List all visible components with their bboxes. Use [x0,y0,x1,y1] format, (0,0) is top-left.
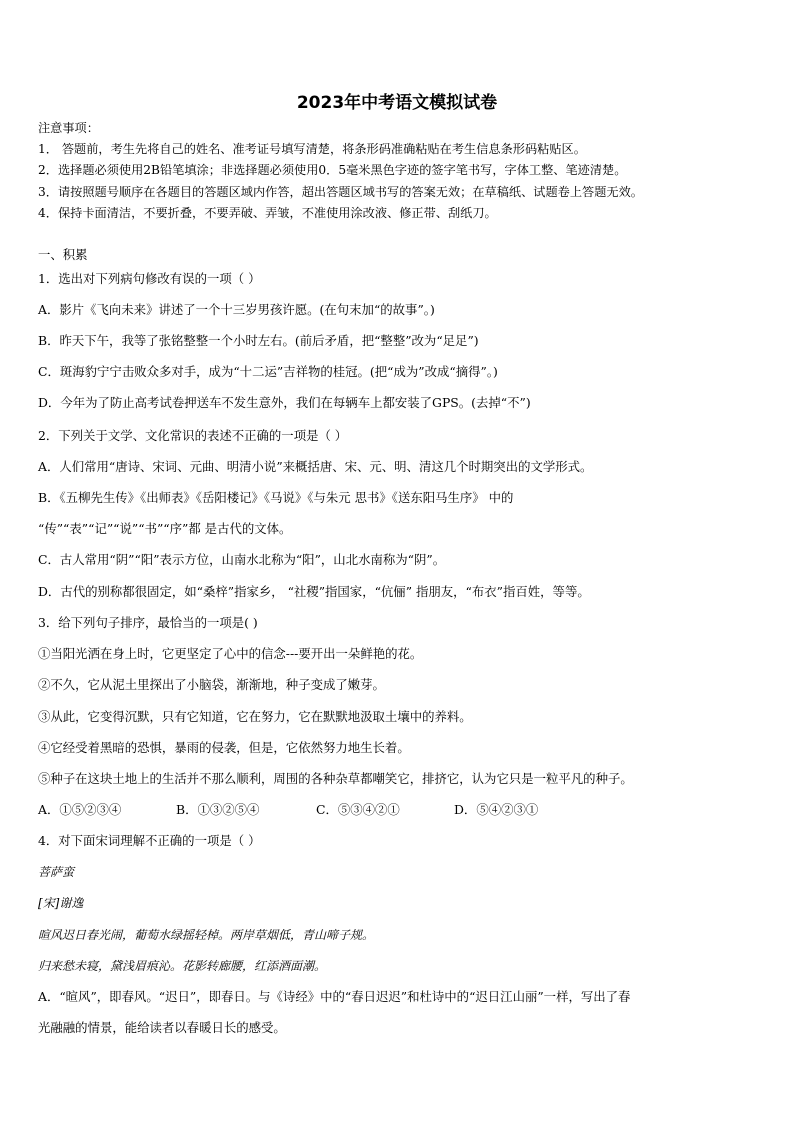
poem-author: [宋]谢逸 [38,896,84,910]
section-heading: 一、积累 [38,247,88,262]
question-3-choices [38,802,538,818]
question-3-sentence-1: ①当阳光洒在身上时，它更坚定了心中的信念---要开出一朵鲜艳的花。 [38,646,423,661]
question-2-option-b: B．《五柳先生传》《出师表》《岳阳楼记》《马说》《与朱元 思书》《送东阳马生序》 中的 [38,490,514,505]
question-4-option-a-cont: 光融融的情景，能给读者以春暖日长的感受。 [38,1020,286,1035]
question-2-stem: 2．下列关于文学、文化常识的表述不正确的一项是（ ） [38,428,348,443]
question-1-option-d: D．今年为了防止高考试卷押送车不发生意外，我们在每辆车上都安装了GPS。(去掉“不”) [38,395,531,410]
question-1-option-c: C．斑海豹宁宁击败众多对手，成为“十二运”吉祥物的桂冠。(把“成为”改成“摘得”。) [38,364,498,379]
question-2-option-b-cont: “传”“表”“记”“说”“书”“序”都 是古代的文体。 [38,521,292,536]
notice-item-3: 3．请按照题号顺序在各题目的答题区域内作答，超出答题区域书写的答案无效；在草稿纸、试题卷上答题无效。 [38,185,643,199]
question-3-choice-b: B．①③②⑤④ [176,802,260,817]
poem-line-2: 归来愁未寝，黛浅眉痕沁。花影转廊腰，红添酒面潮。 [38,959,327,973]
question-4-option-a: A．“暄风”，即春风。“迟日”，即春日。与《诗经》中的“春日迟迟”和杜诗中的“迟日江山丽”一样，写出了春 [38,989,631,1004]
notice-item-4: 4．保持卡面清洁，不要折叠，不要弄破、弄皱，不准使用涂改液、修正带、刮纸刀。 [38,206,497,220]
page-title: 2023年中考语文模拟试卷 [296,93,498,113]
question-3-stem: 3．给下列句子排序，最恰当的一项是( ) [38,615,258,630]
notice-item-2: 2．选择题必须使用2B铅笔填涂；非选择题必须使用0．5毫米黑色字迹的签字笔书写，字体工整、笔迹清楚。 [38,163,627,177]
notice-heading: 注意事项： [38,121,99,135]
question-3-sentence-3: ③从此，它变得沉默，只有它知道，它在努力，它在默默地汲取土壤中的养料。 [38,709,472,724]
question-1-option-b: B．昨天下午，我等了张铭整整一个小时左右。(前后矛盾，把“整整”改为“足足”) [38,333,479,348]
question-3-choice-a: A．①⑤②③④ [38,802,122,817]
question-3-sentence-5: ⑤种子在这块土地上的生活并不那么顺利，周围的各种杂草都嘲笑它，排挤它，认为它只是一粒平凡的种子。 [38,771,633,786]
poem-title: 菩萨蛮 [38,865,75,879]
question-3-choice-d: D．⑤④②③① [454,802,539,817]
question-1-stem: 1．选出对下列病句修改有误的一项（ ） [38,271,261,286]
question-3-sentence-4: ④它经受着黑暗的恐惧，暴雨的侵袭，但是，它依然努力地生长着。 [38,740,410,755]
question-3-sentence-2: ②不久，它从泥土里探出了小脑袋，渐渐地，种子变成了嫩芽。 [38,677,385,692]
question-3-choice-c: C．⑤③④②① [316,802,400,817]
question-1-option-a: A．影片《飞向未来》讲述了一个十三岁男孩许愿。(在句末加“的故事”。) [38,302,435,317]
question-4-stem: 4．对下面宋词理解不正确的一项是（ ） [38,833,261,848]
question-2-option-d: D．古代的别称都很固定，如“桑梓”指家乡， “社稷”指国家，“伉俪” 指朋友，“布衣”指百姓，等等。 [38,584,590,599]
notice-item-1: 1． 答题前，考生先将自己的姓名、准考证号填写清楚，将条形码准确粘贴在考生信息条形码粘贴区。 [38,142,586,156]
question-2-option-c: C．古人常用“阴”“阳”表示方位，山南水北称为“阳”，山北水南称为“阴”。 [38,552,446,567]
question-2-option-a: A．人们常用“唐诗、宋词、元曲、明清小说”来概括唐、宋、元、明、清这几个时期突出的文学形式。 [38,459,593,474]
poem-line-1: 暄风迟日春光闹，葡萄水绿摇轻棹。两岸草烟低，青山啼子规。 [38,928,375,942]
